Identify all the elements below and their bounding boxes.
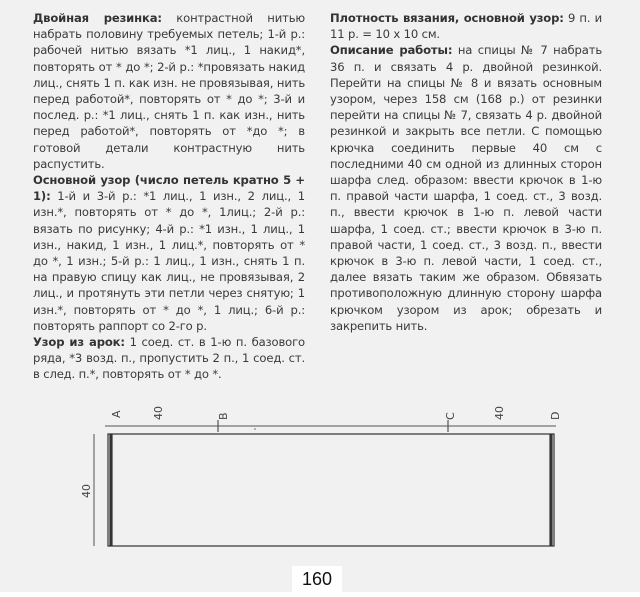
double-rib-title: Двойная резинка: <box>33 11 162 25</box>
work-description-paragraph <box>330 42 602 334</box>
dim-left-top: 40 <box>152 406 165 420</box>
label-c: C <box>444 412 457 420</box>
label-a: A <box>110 410 123 418</box>
dim-height: 40 <box>80 484 93 498</box>
work-description-text: на спицы № 7 набрать 36 п. и связать 4 р. двойной резинкой. Перейти на спицы № 8 и вязать основным узором, через 158 см (168 р.) от резинки перейти на спицы № 7, связать 4 р. двойной резинкой и закрыть все петли. С помощью крючка соединить первые 40 см с последними 40 см одной из длинных сторон шарфа след. образом: ввести крючок в 1-ю п. правой части шарфа, 1 соед. ст., 3 возд. п., ввести крючок в 1-ю п. левой части шарфа, 1 соед. ст.; ввести крючок в 3-ю п. правой части, 1 соед. ст., 3 возд. п., ввести крючок в 3-ю п. левой части, 1 соед. ст., далее вязать таким же образом. Обвязать противоположную длинную сторону шарфа крючком узором из арок; обрезать и закрепить нить. <box>330 43 602 333</box>
left-text-column <box>33 10 305 383</box>
main-pattern-text: 1-й и 3-й р.: *1 лиц., 1 изн., 2 лиц., 1 изн.*, повторять от * до *, 1лиц.; 2-й р.: вязать по рисунку; 4-й р.: *1 изн., 1 лиц., 1 изн., накид, 1 изн., 1 лиц.*, повторять от * до *, 1 изн.; 5-й р.: 1 лиц., 1 изн., снять 1 п. на правую спицу как лиц., не провязывая, 2 лиц., и протянуть эти петли через снятую; 1 изн.*, повторять от * до *, 1 лиц.; 6-й р.: повторять раппорт со 2-го р. <box>33 189 305 333</box>
bottom-margin <box>0 592 640 597</box>
dim-right-top: 40 <box>493 406 506 420</box>
scarf-diagram <box>70 400 580 560</box>
work-description-title: Описание работы: <box>330 43 453 58</box>
main-pattern-paragraph <box>33 172 305 334</box>
gauge-text: 9 п. и 11 р. = 10 х 10 см. <box>330 11 603 42</box>
label-b: B <box>217 412 230 420</box>
double-rib-paragraph <box>33 10 305 172</box>
label-d: D <box>549 411 562 420</box>
main-pattern-title: Основной узор (число петель кратно 5 + 1): <box>33 173 305 204</box>
arch-pattern-text: 1 соед. ст. в 1-ю п. базового ряда, *3 возд. п., пропустить 2 п., 1 соед. ст. в след. п.*, повторять от * до *. <box>33 335 305 382</box>
double-rib-text: контрастной нитью набрать половину требуемых петель; 1-й р.: рабочей нитью вязать *1 лиц., 1 накид*, повторять от * до *; 2-й р.: *провязать накид лиц., снять 1 п. как изн. не провязывая, нить перед работой*, повторять от * до *; 3-й и послед. р.: *1 лиц., снять 1 п. как изн., нить перед работой*, повторять от *до *; в готовой детали контрастную нить распустить. <box>33 11 305 171</box>
arch-pattern-title: Узор из арок: <box>33 335 125 350</box>
gauge-paragraph <box>330 10 602 42</box>
gauge-title: Плотность вязания, основной узор: <box>330 11 564 25</box>
page-number: 160 <box>292 566 342 592</box>
right-text-column <box>330 10 602 334</box>
scarf-outline <box>108 434 554 546</box>
arch-pattern-paragraph <box>33 334 305 383</box>
